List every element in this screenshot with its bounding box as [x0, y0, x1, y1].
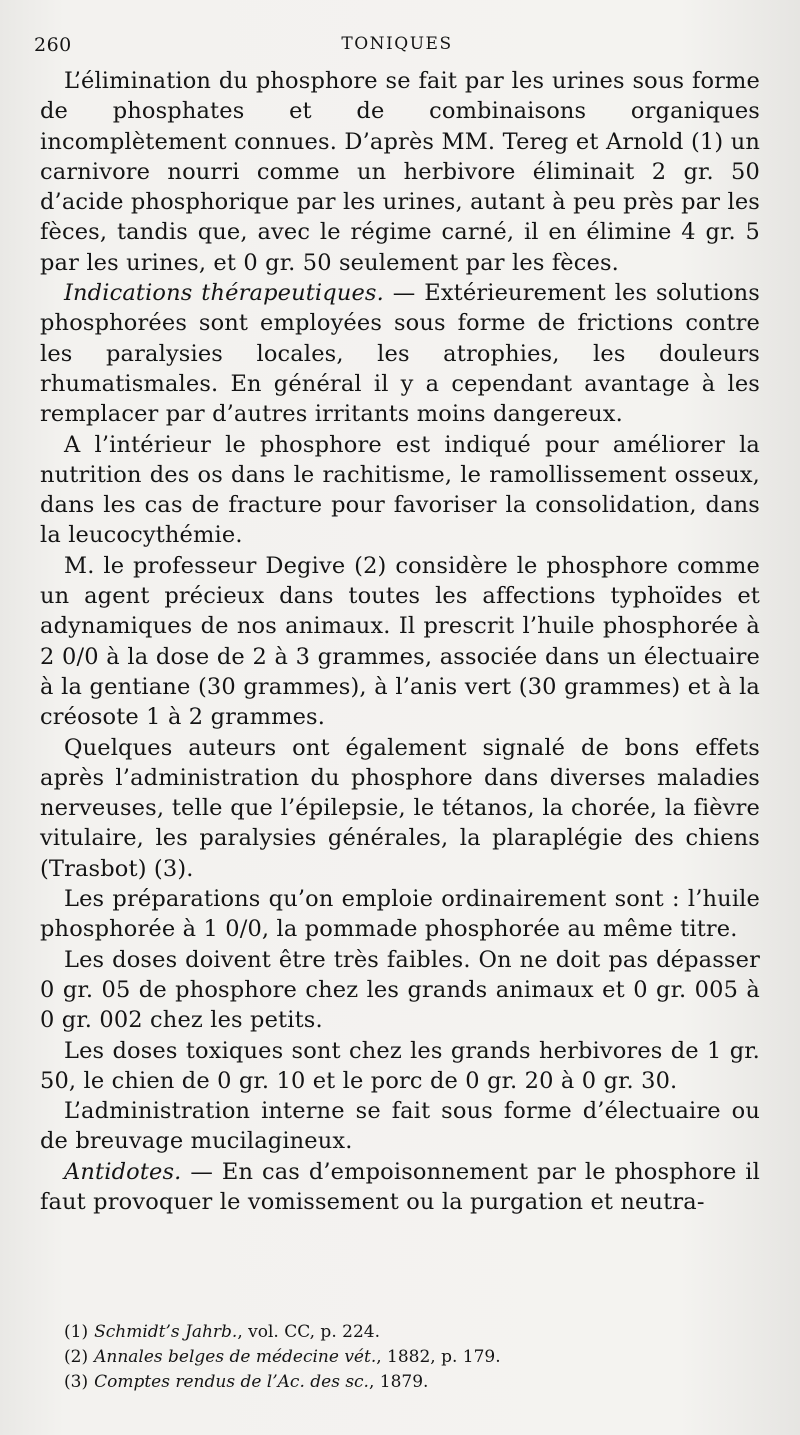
running-title: TONIQUES [341, 34, 453, 54]
footnote-details: , 1879. [368, 1372, 429, 1392]
antidotes-heading: Antidotes. [64, 1158, 182, 1185]
footnote-details: , vol. CC, p. 224. [237, 1322, 380, 1342]
body-text [40, 66, 760, 1217]
paragraph-indications [40, 278, 760, 429]
footnote-source: Annales belges de médecine vét. [94, 1347, 377, 1367]
footnote-source: Comptes rendus de l’Ac. des sc. [94, 1372, 369, 1392]
footnote-ref: (1) [64, 1322, 89, 1342]
antidotes-text: — En cas d’empoisonnement par le phosphore il faut provoquer le vomissement ou la purgation et neutra- [40, 1158, 760, 1215]
paragraph-degive: M. le professeur Degive (2) considère le phosphore comme un agent précieux dans toutes les affections typhoïdes et adynamiques de nos animaux. Il prescrit l’huile phosphorée à 2 0/0 à la dose de 2 à 3 grammes, associée dans un électuaire à la gentiane (30 grammes), à l’anis vert (30 grammes) et à la créosote 1 à 2 grammes. [40, 552, 760, 731]
page-header [34, 34, 760, 60]
paragraph-auteurs: Quelques auteurs ont également signalé de bons effets après l’administration du phosphore dans diverses maladies nerveuses, telle que l’épilepsie, le tétanos, la chorée, la fièvre vitulaire, les paralysies générales, la plaraplégie des chiens (Trasbot) (3). [40, 734, 760, 882]
indications-heading: Indications thérapeutiques. [64, 280, 384, 307]
footnote-1 [64, 1320, 704, 1345]
footnotes [64, 1320, 704, 1395]
paragraph-doses: Les doses doivent être très faibles. On ne doit pas dépasser 0 gr. 05 de phosphore chez les grands animaux et 0 gr. 005 à 0 gr. 002 chez les petits. [40, 946, 760, 1034]
paragraph-doses-toxiques: Les doses toxiques sont chez les grands herbivores de 1 gr. 50, le chien de 0 gr. 10 et le porc de 0 gr. 20 à 0 gr. 30. [40, 1037, 760, 1094]
paragraph-antidotes [40, 1157, 760, 1218]
footnote-details: , 1882, p. 179. [376, 1347, 501, 1367]
paragraph-interieur: A l’intérieur le phosphore est indiqué pour améliorer la nutrition des os dans le rachitisme, le ramollissement osseux, dans les cas de fracture pour favoriser la consolidation, dans la leucocythémie. [40, 431, 760, 549]
footnote-2 [64, 1345, 704, 1370]
footnote-ref: (3) [64, 1372, 89, 1392]
indications-text: — Extérieurement les solutions phosphorées sont employées sous forme de frictions contre les paralysies locales, les atrophies, les douleurs rhumatismales. En général il y a cependant avantage à les remplacer par d’autres irritants moins dangereux. [40, 280, 760, 428]
paragraph-preparations: Les préparations qu’on emploie ordinairement sont : l’huile phosphorée à 1 0/0, la pommade phosphorée au même titre. [40, 886, 760, 943]
footnote-source: Schmidt’s Jahrb. [94, 1322, 238, 1342]
footnote-3 [64, 1370, 704, 1395]
footnote-ref: (2) [64, 1347, 89, 1367]
paragraph-administration: L’administration interne se fait sous forme d’électuaire ou de breuvage mucilagineux. [40, 1098, 760, 1155]
paragraph-elimination: L’élimination du phosphore se fait par les urines sous forme de phosphates et de combinaisons organiques incomplètement connues. D’après MM. Tereg et Arnold (1) un carnivore nourri comme un herbivore éliminait 2 gr. 50 d’acide phosphorique par les urines, autant à peu près par les fèces, tandis que, avec le régime carné, il en élimine 4 gr. 5 par les urines, et 0 gr. 50 seulement par les fèces. [40, 68, 760, 276]
page-number: 260 [34, 34, 72, 56]
